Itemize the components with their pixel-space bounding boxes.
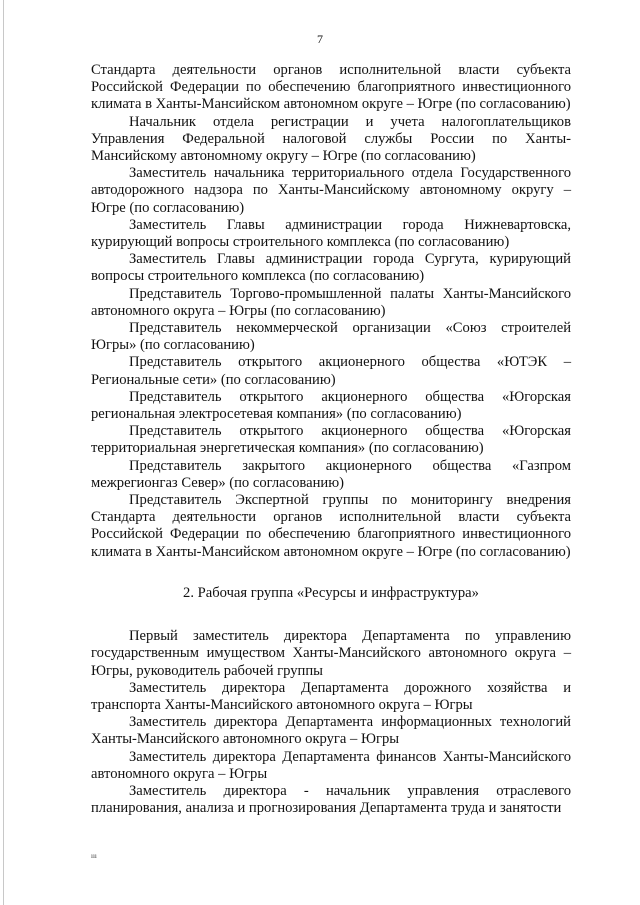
paragraph-member: Представитель некоммерческой организации «Союз строителей Югры» (по согласованию) xyxy=(91,320,571,354)
paragraph-member: Заместитель директора Департамента финансов Ханты-Мансийского автономного округа – Югры xyxy=(91,748,571,782)
paragraph-member: Начальник отдела регистрации и учета налогоплательщиков Управления Федеральной налоговой службы России по Ханты-Мансийскому автономному округу – Югре (по согласованию) xyxy=(91,113,571,165)
paragraph-member: Заместитель директора Департамента дорожного хозяйства и транспорта Ханты-Мансийского автономного округа – Югры xyxy=(91,679,571,713)
paragraph-member: Заместитель начальника территориального отдела Государственного автодорожного надзора по Ханты-Мансийскому автономному округу – Югре (по согласованию) xyxy=(91,165,571,216)
page-number: 7 xyxy=(317,32,323,46)
section-heading: 2. Рабочая группа «Ресурсы и инфраструктура» xyxy=(183,584,479,601)
paragraph-member: Первый заместитель директора Департамента по управлению государственным имуществом Ханты-Мансийского автономного округа – Югры, руководитель рабочей группы xyxy=(91,628,571,679)
paragraph-member: Представитель открытого акционерного общества «ЮТЭК – Региональные сети» (по согласованию) xyxy=(91,354,571,388)
paragraph-member: Представитель закрытого акционерного общества «Газпром межрегионгаз Север» (по согласованию) xyxy=(91,457,571,491)
paragraph-member: Представитель Экспертной группы по мониторингу внедрения Стандарта деятельности органов исполнительной власти субъекта Российской Федерации по обеспечению благоприятного инвестиционного климата в Ханты-Мансийском автономном округе – Югре (по согласованию) xyxy=(91,492,571,560)
document-body xyxy=(91,62,571,817)
paragraph-member: Представитель открытого акционерного общества «Югорская региональная электросетевая компания» (по согласованию) xyxy=(91,388,571,423)
footer-mark: ııı xyxy=(91,852,97,860)
scan-edge-line xyxy=(3,0,4,905)
paragraph-member: Заместитель директора - начальник управления отраслевого планирования, анализа и прогнозирования Департамента труда и занятости xyxy=(91,782,571,817)
paragraph-member: Заместитель Главы администрации города Сургута, курирующий вопросы строительного комплекса (по согласованию) xyxy=(91,251,571,285)
paragraph-member: Заместитель Главы администрации города Нижневартовска, курирующий вопросы строительного комплекса (по согласованию) xyxy=(91,216,571,251)
paragraph-continued: Стандарта деятельности органов исполнительной власти субъекта Российской Федерации по обеспечению благоприятного инвестиционного климата в Ханты-Мансийском автономном округе – Югре (по согласованию) xyxy=(91,62,571,113)
paragraph-member: Представитель Торгово-промышленной палаты Ханты-Мансийского автономного округа – Югры (по согласованию) xyxy=(91,285,571,319)
paragraph-member: Представитель открытого акционерного общества «Югорская территориальная энергетическая компания» (по согласованию) xyxy=(91,423,571,457)
paragraph-member: Заместитель директора Департамента информационных технологий Ханты-Мансийского автономного округа – Югры xyxy=(91,714,571,748)
